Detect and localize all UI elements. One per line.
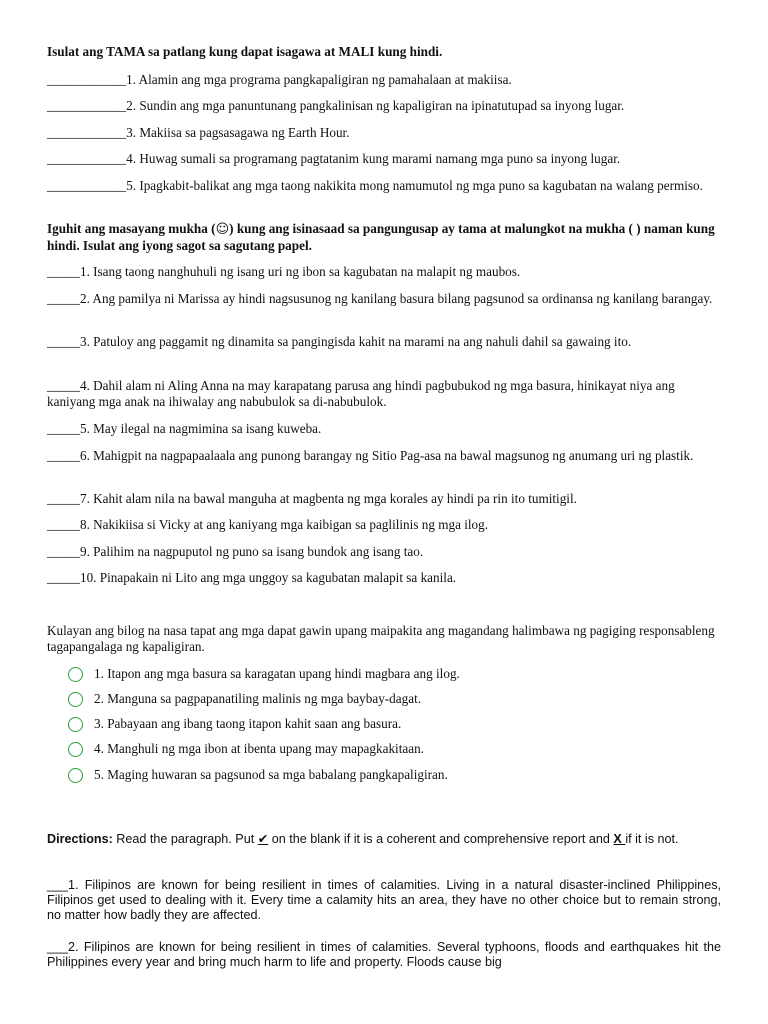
section3-instruction: Kulayan ang bilog na nasa tapat ang mga dapat gawin upang maipakita ang magandang halimbawa ng pagiging responsableng tagapangalaga ng kapaligiran. [47, 623, 715, 654]
option-5[interactable]: 5. Maging huwaran sa pagsunod sa mga babalang pangkapaligiran. [68, 767, 728, 785]
option-1[interactable]: 1. Itapon ang mga basura sa karagatan upang hindi magbara ang ilog. [68, 666, 728, 684]
circle-icon[interactable] [68, 742, 83, 757]
section2-instruction: Iguhit ang masayang mukha (☺) kung ang isinasaad sa pangungusap ay tama at malungkot na mukha ( ) naman kung hindi. Isulat ang iyong sagot sa sagutang papel. [47, 221, 715, 253]
check-mark-icon: ✔ [257, 832, 269, 846]
section2-item-9: _____9. Palihim na nagpuputol ng puno sa isang bundok ang isang tao. [47, 544, 424, 559]
section2-item-10: _____10. Pinapakain ni Lito ang mga unggoy sa kagubatan malapit sa kanila. [47, 570, 457, 585]
section4-directions: Directions: Read the paragraph. Put ✔ on the blank if it is a coherent and comprehensive report and X if it is not. [47, 832, 679, 846]
section4-item-1: ___1. Filipinos are known for being resilient in times of calamities. Living in a natural disaster-inclined Philippines, Filipinos get used to dealing with it. Every time a calamity hits an area, they have no other choice but to remain strong, no matter how badly they are affected. [47, 878, 721, 922]
smiley-face-icon: ☺ [215, 222, 230, 237]
option-3[interactable]: 3. Pabayaan ang ibang taong itapon kahit saan ang basura. [68, 716, 728, 734]
section1-item-5: ____________5. Ipagkabit-balikat ang mga taong nakikita mong namumutol ng mga puno sa kagubatan na walang permiso. [47, 178, 703, 193]
section2-item-2: _____2. Ang pamilya ni Marissa ay hindi nagsusunog ng kanilang basura bilang pagsunod sa ordinansa ng kanilang barangay. [47, 291, 713, 306]
circle-icon[interactable] [68, 667, 83, 682]
section1-item-1: ____________1. Alamin ang mga programa pangkapaligiran ng pamahalaan at makiisa. [47, 72, 512, 87]
section1-item-4: ____________4. Huwag sumali sa programang pagtatanim kung marami namang mga puno sa inyong lugar. [47, 151, 621, 166]
section4-item-2: ___2. Filipinos are known for being resilient in times of calamities. Several typhoons, floods and earthquakes hit the Philippines every year and bring much harm to life and property. Floods cause big [47, 940, 721, 969]
section2-item-7: _____7. Kahit alam nila na bawal manguha at magbenta ng mga korales ay hindi pa rin ito tumitigil. [47, 491, 577, 506]
circle-icon[interactable] [68, 717, 83, 732]
section2-item-4: _____4. Dahil alam ni Aling Anna na may karapatang parusa ang hindi pagbubukod ng mga basura, hinikayat niya ang kaniyang mga anak na ihiwalay ang nabubulok sa di-nabubulok. [47, 378, 675, 409]
option-4[interactable]: 4. Manghuli ng mga ibon at ibenta upang may mapagkakitaan. [68, 741, 728, 759]
circle-icon[interactable] [68, 768, 83, 783]
section2-item-3: _____3. Patuloy ang paggamit ng dinamita sa pangingisda kahit na marami na ang nahuli dahil sa gawaing ito. [47, 334, 632, 349]
section1-item-2: ____________2. Sundin ang mga panuntunang pangkalinisan ng kapaligiran na ipinatutupad sa inyong lugar. [47, 98, 625, 113]
section2-item-5: _____5. May ilegal na nagmimina sa isang kuweba. [47, 421, 322, 436]
circle-icon[interactable] [68, 692, 83, 707]
section1-instruction: Isulat ang TAMA sa patlang kung dapat isagawa at MALI kung hindi. [47, 44, 443, 59]
section2-item-6: _____6. Mahigpit na nagpapaalaala ang punong barangay ng Sitio Pag-asa na bawal magsunog ng anumang uri ng plastik. [47, 448, 694, 463]
section1-item-3: ____________3. Makiisa sa pagsasagawa ng Earth Hour. [47, 125, 350, 140]
option-2[interactable]: 2. Manguna sa pagpapanatiling malinis ng mga baybay-dagat. [68, 691, 728, 709]
section2-item-1: _____1. Isang taong nanghuhuli ng isang uri ng ibon sa kagubatan na malapit ng maubos. [47, 264, 521, 279]
section2-item-8: _____8. Nakikiisa si Vicky at ang kaniyang mga kaibigan sa paglilinis ng mga ilog. [47, 517, 489, 532]
